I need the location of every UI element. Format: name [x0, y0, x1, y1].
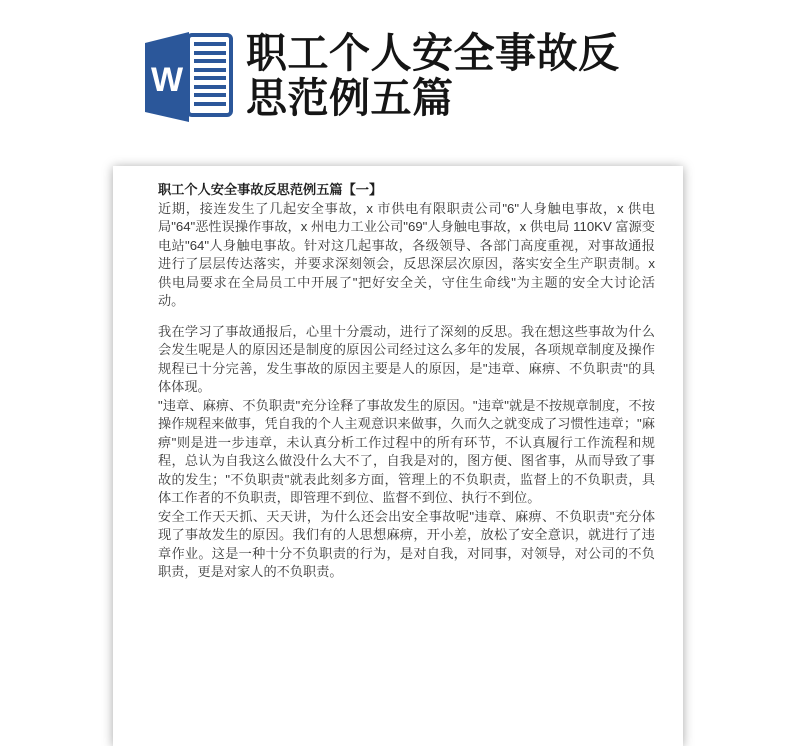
document-paragraph: 我在学习了事故通报后，心里十分震动，进行了深刻的反思。我在想这些事故为什么会发生呢是人的原因还是制度的原因公司经过这么多年的发展，各项规章制度及操作规程已十分完善，发生事故的原因主要是人的原因，是"违章、麻痹、不负职责"的具体体现。: [158, 323, 655, 394]
document-heading: 职工个人安全事故反思范例五篇【一】: [158, 182, 383, 197]
document-paragraph: 安全工作天天抓、天天讲，为什么还会出安全事故呢"违章、麻痹、不负职责"充分体现了事故发生的原因。我们有的人思想麻痹，开小差，放松了安全意识，就进行了违章作业。这是一种十分不负职责的行为，是对自我，对同事，对领导，对公司的不负职责，更是对家人的不负职责。: [158, 508, 655, 579]
document-page: [113, 166, 683, 746]
word-file-icon: [145, 31, 235, 123]
document-paragraph: 近期，接连发生了几起安全事故，x 市供电有限职责公司"6"人身触电事故，x 供电局"64"恶性误操作事故，x 州电力工业公司"69"人身触电事故，x 供电局 110KV 富源变电站"64"人身触电事故。针对这几起事故，各级领导、各部门高度重视，对事故通报进行了层层传达落实，并要求深刻领会，反思深层次原因，落实安全生产职责制。x 供电局要求在全局员工中开展了"把好安全关，守住生命线"为主题的安全大讨论活动。: [158, 200, 655, 308]
word-icon-svg: [145, 31, 235, 123]
word-w-letter: W: [150, 61, 184, 99]
document-paragraph: "违章、麻痹、不负职责"充分诠释了事故发生的原因。"违章"就是不按规章制度，不按操作规程来做事，凭自我的个人主观意识来做事，久而久之就变成了习惯性违章；"麻痹"则是进一步违章，未认真分析工作过程中的所有环节，不认真履行工作流程和规程，总认为自我这么做没什么大不了，自我是对的，图方便、图省事，从而导致了事故的发生；"不负职责"就表此刻多方面，管理上的不负职责，监督上的不负职责，具体工作者的不负职责，即管理不到位、监督不到位、执行不到位。: [158, 397, 655, 505]
page-title: 职工个人安全事故反思范例五篇: [246, 30, 620, 121]
